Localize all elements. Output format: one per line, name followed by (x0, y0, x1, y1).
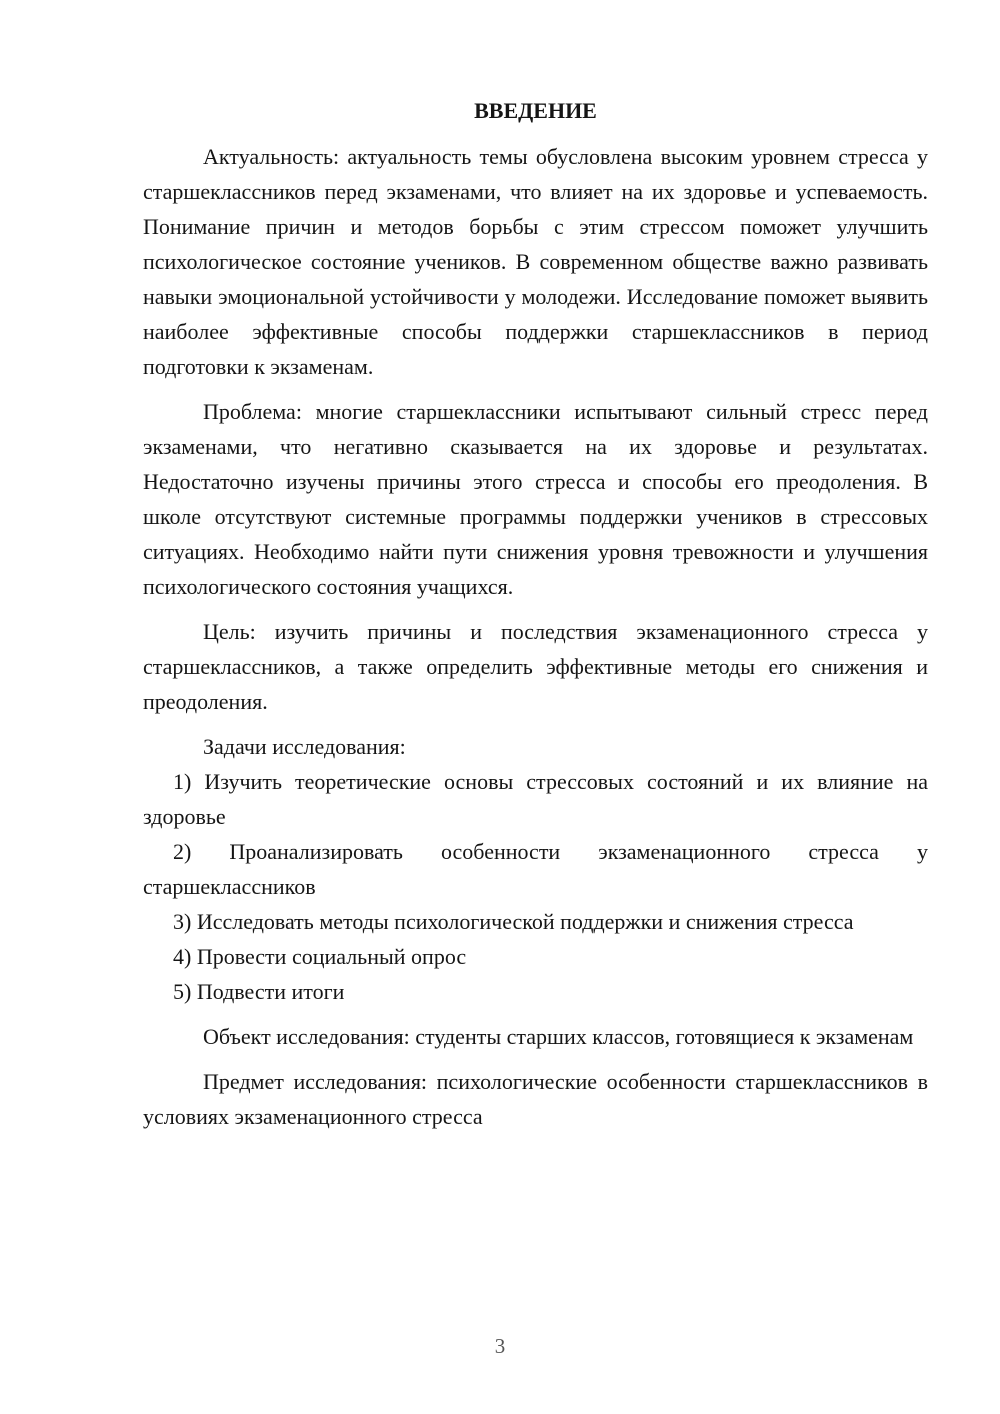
document-page (143, 96, 928, 1134)
problem-paragraph: Проблема: многие старшеклассники испытывают сильный стресс перед экзаменами, что негативно сказывается на их здоровье и результатах. Недостаточно изучены причины этого стресса и способы его преодоления. В школе отсутствуют системные программы поддержки учеников в стрессовых ситуациях. Необходимо найти пути снижения уровня тревожности и улучшения психологического состояния учащихся. (143, 399, 928, 599)
page-title: ВВЕДЕНИЕ (474, 98, 597, 123)
goal-paragraph: Цель: изучить причины и последствия экзаменационного стресса у старшеклассников, а также определить эффективные методы его снижения и преодоления. (143, 619, 928, 714)
task-item-4: 4) Провести социальный опрос (173, 944, 467, 969)
task-item-1: 1) Изучить теоретические основы стрессовых состояний и их влияние на здоровье (143, 769, 928, 829)
task-item-3: 3) Исследовать методы психологической поддержки и снижения стресса (173, 909, 854, 934)
page-number: 3 (494, 1334, 506, 1358)
tasks-heading: Задачи исследования: (203, 734, 406, 759)
object-paragraph: Объект исследования: студенты старших классов, готовящиеся к экзаменам (203, 1024, 914, 1049)
subject-paragraph: Предмет исследования: психологические особенности старшеклассников в условиях экзаменационного стресса (143, 1069, 928, 1129)
task-item-5: 5) Подвести итоги (173, 979, 345, 1004)
relevance-paragraph: Актуальность: актуальность темы обусловлена высоким уровнем стресса у старшеклассников перед экзаменами, что влияет на их здоровье и успеваемость. Понимание причин и методов борьбы с этим стрессом поможет улучшить психологическое состояние учеников. В современном обществе важно развивать навыки эмоциональной устойчивости у молодежи. Исследование поможет выявить наиболее эффективные способы поддержки старшеклассников в период подготовки к экзаменам. (143, 144, 928, 379)
task-item-2: 2) Проанализировать особенности экзаменационного стресса у старшеклассников (143, 839, 928, 899)
